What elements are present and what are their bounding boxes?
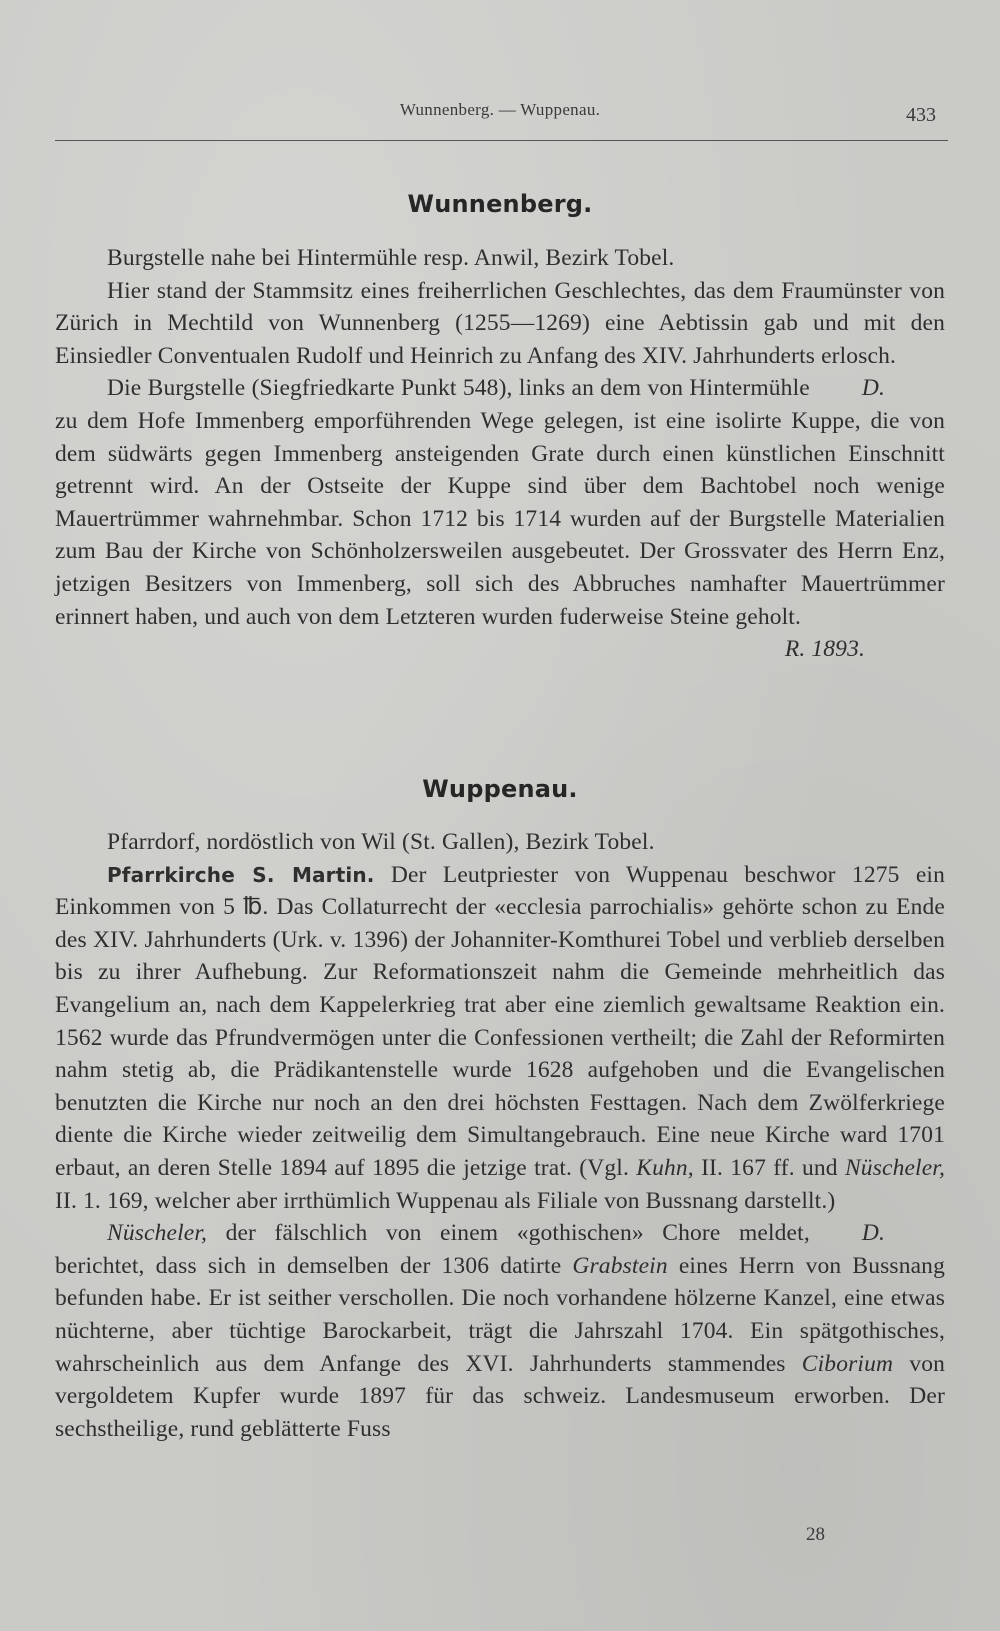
reference-kuhn: Kuhn, — [636, 1154, 694, 1181]
wunnenberg-paragraph-1 — [55, 275, 945, 402]
wuppenau-paragraph-2 — [55, 1217, 945, 1445]
wuppenau-paragraph-2-b: eines Herrn von Bussnang befunden habe. Er ist seither verschollen. Die noch vorhandene hölzerne Kanzel, eine etwas nüchterne, aber tüchtige Barockarbeit, trägt die Jahrszahl 1704. Ein spätgothisches, wahrscheinlich aus dem Anfange des XVI. Jahrhunderts stammendes — [55, 1252, 945, 1377]
reference-nuescheler: Nüscheler, — [844, 1154, 946, 1181]
section-title-wunnenberg: Wunnenberg. — [407, 190, 593, 218]
author-nuescheler: Nüscheler, — [107, 1220, 208, 1247]
wuppenau-paragraph-2-c: von vergoldetem Kupfer wurde 1897 für das schweiz. Landesmuseum erworben. Der sechstheilige, rund geblätterte Fuss — [55, 1350, 946, 1442]
wuppenau-paragraph-1 — [55, 859, 946, 1247]
wuppenau-paragraph-2-a: der fälschlich von einem «gothischen» Chore meldet, berichtet, dass sich in demselben der 1306 datirte — [55, 1220, 810, 1279]
signature-mark: 28 — [806, 1524, 825, 1545]
wunnenberg-paragraph-1-text: Hier stand der Stammsitz eines freiherrlichen Geschlechtes, das dem Fraumünster von Zürich in Mechtild von Wunnenberg (1255—1269) eine Aebtissin gab und mit den Einsiedler Conventualen Rudolf und Heinrich zu Anfang des XIV. Jahrhunderts erlosch. — [55, 277, 945, 369]
author-signature-date — [55, 633, 945, 666]
term-grabstein: Grabstein — [572, 1252, 668, 1279]
page-number: 433 — [906, 104, 936, 126]
wuppenau-body — [55, 826, 945, 1445]
wuppenau-location: Pfarrdorf, nordöstlich von Wil (St. Gallen), Bezirk Tobel. — [107, 829, 655, 855]
term-ciborium: Ciborium — [801, 1350, 894, 1377]
section-title-wuppenau: Wuppenau. — [422, 775, 578, 803]
author-signature: D. — [861, 1220, 885, 1247]
church-heading: Pfarrkirche S. Martin. — [107, 862, 375, 887]
wuppenau-paragraph-1-text: Der Leutpriester von Wuppenau beschwor 1275 ein Einkommen von 5 ℔. Das Collaturrecht der «ecclesia parrochialis» gehörte schon zu Ende des XIV. Jahrhunderts (Urk. v. 1396) der Johanniter-Komthurei Tobel und verblieb derselben bis zu ihrer Aufhebung. Zur Reformationszeit nahm die Gemeinde mehrheitlich das Evangelium an, nach dem Kappelerkrieg trat aber eine ziemlich gewaltsame Reaktion ein. 1562 wurde das Pfrundvermögen unter die Confessionen vertheilt; die Zahl der Reformirten nahm stetig ab, die Prädikantenstelle wurde 1628 aufgehoben und die Evangelischen benutzten die Kirche nur noch an den drei höchsten Festtagen. Nach dem Zwölferkriege diente die Kirche wieder zeitweilig dem Simultangebrauch. Eine neue Kirche ward 1701 erbaut, an deren Stelle 1894 auf 1895 die jetzige trat. (Vgl. — [55, 861, 945, 1181]
wunnenberg-body — [55, 242, 945, 666]
reference-kuhn-pages: II. 167 ff. und — [701, 1154, 838, 1181]
wuppenau-paragraph-1-end: II. 1. 169, welcher aber irrthümlich Wuppenau als Filiale von Bussnang darstellt.) — [55, 1187, 836, 1214]
wunnenberg-location: Burgstelle nahe bei Hintermühle resp. Anwil, Bezirk Tobel. — [107, 245, 675, 271]
wunnenberg-paragraph-2: Die Burgstelle (Siegfriedkarte Punkt 548), links an dem von Hintermühle zu dem Hofe Immenberg emporführenden Wege gelegen, ist eine isolirte Kuppe, die von dem südwärts gegen Immenberg ansteigenden Grate durch einen künstlichen Einschnitt getrennt wird. An der Ostseite der Kuppe sind über dem Bachtobel noch wenige Mauertrümmer wahrnehmbar. Schon 1712 bis 1714 wurden auf der Burgstelle Materialien zum Bau der Kirche von Schönholzersweilen ausgebeutet. Der Grossvater des Herrn Enz, jetzigen Besitzers von Immenberg, soll sich des Abbruches namhafter Mauertrümmer erinnert haben, und auch von dem Letzteren wurden fuderweise Steine geholt. — [55, 375, 945, 630]
signature-text: R. 1893. — [784, 636, 865, 663]
running-head: Wunnenberg. — Wuppenau. — [399, 100, 601, 119]
author-signature: D. — [861, 375, 885, 402]
header-rule — [55, 140, 948, 141]
